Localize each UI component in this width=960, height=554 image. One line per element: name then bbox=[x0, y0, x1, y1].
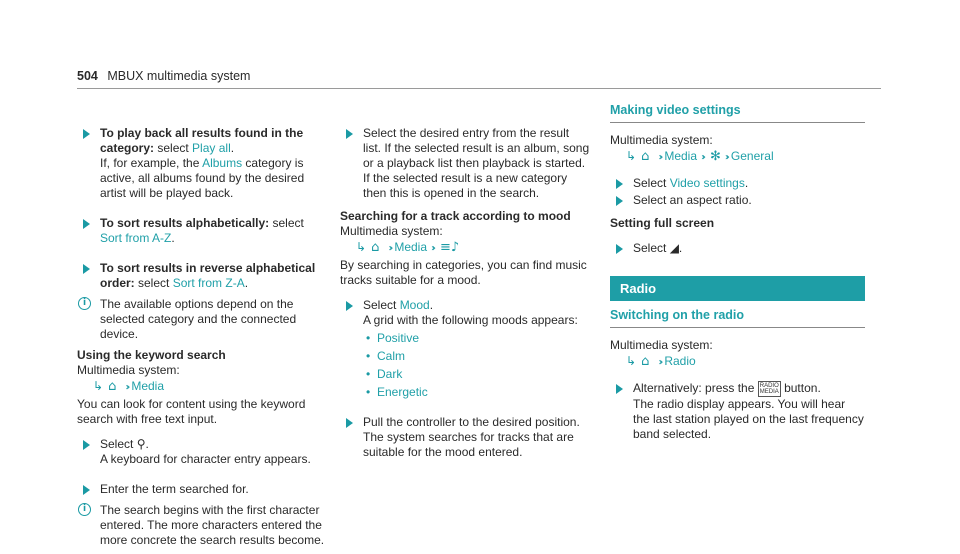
step-text: select bbox=[154, 141, 193, 155]
step-title: To play back all results found in the category: bbox=[100, 126, 304, 155]
play-all-option: Play all bbox=[192, 141, 231, 155]
step-arrow-icon bbox=[83, 264, 90, 274]
return-arrow-icon: ↳ bbox=[356, 240, 367, 254]
radio-media-key-icon bbox=[758, 381, 781, 397]
step-text: . bbox=[678, 241, 683, 255]
multimedia-system-label: Multimedia system: bbox=[340, 224, 443, 238]
step-aspect-ratio bbox=[610, 193, 865, 208]
step-title: To sort results alphabetically: bbox=[100, 216, 270, 230]
albums-category: Albums bbox=[202, 156, 243, 170]
step-video-settings bbox=[610, 176, 865, 191]
chevron-right-icon: ›› bbox=[701, 152, 704, 163]
column-1 bbox=[77, 126, 325, 554]
home-icon: ⌂ bbox=[641, 354, 650, 369]
multimedia-system-label: Multimedia system: bbox=[610, 338, 713, 352]
step-text: Select bbox=[633, 241, 670, 255]
chevron-right-icon: ›› bbox=[658, 152, 661, 163]
music-list-icon: ≡♪ bbox=[440, 240, 460, 255]
nav-path bbox=[610, 149, 865, 165]
key-label: MEDIA bbox=[759, 389, 779, 395]
chevron-right-icon: ›› bbox=[388, 243, 391, 254]
multimedia-system-label: Multimedia system: bbox=[77, 363, 180, 377]
note-available-options bbox=[77, 297, 325, 342]
column-2 bbox=[340, 126, 590, 466]
search-icon: ⚲ bbox=[136, 437, 146, 451]
step-text: . bbox=[244, 276, 249, 290]
return-arrow-icon: ↳ bbox=[626, 149, 637, 163]
mood-search-heading: Searching for a track according to mood bbox=[340, 209, 571, 223]
step-sort-za bbox=[77, 261, 325, 291]
radio-section-band: Radio bbox=[610, 276, 865, 301]
step-text: select bbox=[134, 276, 173, 290]
header-divider bbox=[77, 88, 881, 89]
path-radio: Radio bbox=[664, 354, 696, 368]
keyword-search-body: You can look for content using the keyword search with free text input. bbox=[77, 397, 306, 426]
page-header bbox=[77, 69, 250, 83]
step-text: Enter the term searched for. bbox=[100, 482, 249, 496]
step-select-entry bbox=[340, 126, 590, 201]
step-arrow-icon bbox=[346, 418, 353, 428]
step-text: The radio display appears. You will hear the last station played on the last frequency band selected. bbox=[633, 397, 864, 441]
step-text: Pull the controller to the desired position. The system searches for tracks that are suitable for the mood entered. bbox=[363, 415, 580, 459]
path-general: General bbox=[730, 149, 774, 163]
list-item: • Positive bbox=[366, 331, 420, 345]
step-arrow-icon bbox=[83, 129, 90, 139]
step-enter-term bbox=[77, 482, 325, 497]
step-text: . bbox=[171, 231, 175, 245]
list-item: • Calm bbox=[366, 349, 406, 363]
return-arrow-icon: ↳ bbox=[93, 379, 104, 393]
step-arrow-icon bbox=[616, 196, 623, 206]
step-sort-az bbox=[77, 216, 325, 246]
radio-switch-title: Switching on the radio bbox=[610, 308, 865, 328]
step-text: A keyboard for character entry appears. bbox=[100, 452, 311, 466]
step-arrow-icon bbox=[346, 301, 353, 311]
step-text: select bbox=[269, 216, 304, 230]
step-text: Select bbox=[633, 176, 670, 190]
note-text: The available options depend on the selected category and the connected device. bbox=[100, 297, 297, 341]
sort-az-option: Sort from A-Z bbox=[100, 231, 172, 245]
page-number: 504 bbox=[77, 69, 98, 83]
chevron-right-icon: ›› bbox=[431, 243, 434, 254]
sort-za-option: Sort from Z-A bbox=[172, 276, 245, 290]
step-text: . bbox=[145, 437, 149, 451]
step-pull-controller bbox=[340, 415, 590, 460]
nav-path bbox=[77, 379, 325, 395]
step-select-search bbox=[77, 437, 325, 467]
full-screen-icon: ◢ bbox=[669, 241, 679, 255]
step-text: Select bbox=[100, 437, 137, 451]
step-text: Select an aspect ratio. bbox=[633, 193, 752, 207]
step-arrow-icon bbox=[346, 129, 353, 139]
column-3 bbox=[610, 103, 865, 448]
step-arrow-icon bbox=[616, 179, 623, 189]
step-arrow-icon bbox=[83, 485, 90, 495]
home-icon: ⌂ bbox=[371, 240, 380, 255]
note-text: The search begins with the first character entered. The more characters entered the more concrete the search results become. bbox=[100, 503, 325, 547]
step-text: . bbox=[230, 141, 235, 155]
step-full-screen bbox=[610, 241, 865, 256]
mood-calm: Calm bbox=[377, 349, 406, 363]
step-text: . bbox=[429, 298, 434, 312]
return-arrow-icon: ↳ bbox=[626, 354, 637, 368]
video-settings-option: Video settings bbox=[669, 176, 745, 190]
list-item: • Energetic bbox=[366, 385, 428, 399]
nav-path bbox=[340, 240, 590, 256]
path-media: Media bbox=[131, 379, 165, 393]
step-text: Select bbox=[363, 298, 400, 312]
path-media: Media bbox=[664, 149, 698, 163]
info-icon: i bbox=[78, 297, 91, 310]
chevron-right-icon: ›› bbox=[658, 357, 661, 368]
step-text: Alternatively: press the bbox=[633, 381, 758, 396]
page-header-title: MBUX multimedia system bbox=[107, 69, 251, 83]
path-media: Media bbox=[394, 240, 428, 254]
chevron-right-icon: ›› bbox=[125, 382, 128, 393]
step-text: category is active, all albums found by the desired artist will be played back. bbox=[100, 156, 305, 200]
nav-path bbox=[610, 354, 865, 370]
list-item: • Dark bbox=[366, 367, 403, 381]
step-arrow-icon bbox=[83, 219, 90, 229]
step-play-all bbox=[77, 126, 325, 201]
step-arrow-icon bbox=[83, 440, 90, 450]
step-text: A grid with the following moods appears: bbox=[363, 313, 578, 327]
step-arrow-icon bbox=[616, 384, 623, 394]
mood-dark: Dark bbox=[377, 367, 403, 381]
note-search-begins bbox=[77, 503, 325, 548]
keyword-search-heading: Using the keyword search bbox=[77, 348, 226, 362]
step-select-mood bbox=[340, 298, 590, 400]
step-text: . bbox=[744, 176, 749, 190]
mood-energetic: Energetic bbox=[377, 385, 428, 399]
step-text: button. bbox=[780, 381, 821, 396]
info-icon: i bbox=[78, 503, 91, 516]
video-settings-title: Making video settings bbox=[610, 103, 865, 123]
key-label: RADIO bbox=[759, 383, 779, 389]
home-icon: ⌂ bbox=[641, 149, 650, 164]
multimedia-system-label: Multimedia system: bbox=[610, 133, 713, 147]
gear-icon: ✻ bbox=[710, 149, 721, 164]
step-radio-button bbox=[610, 381, 865, 442]
mood-positive: Positive bbox=[377, 331, 420, 345]
full-screen-heading: Setting full screen bbox=[610, 216, 715, 230]
step-title: To sort results in reverse alphabetical order: bbox=[100, 261, 316, 290]
step-text: Select the desired entry from the result list. If the selected result is an album, song or a playback list then playback is started. If the selected result is a new category then this is opened in the search. bbox=[363, 126, 590, 200]
mood-search-body: By searching in categories, you can find music tracks suitable for a mood. bbox=[340, 258, 587, 287]
step-text: If, for example, the bbox=[100, 156, 203, 170]
chevron-right-icon: ›› bbox=[724, 152, 727, 163]
home-icon: ⌂ bbox=[108, 379, 117, 394]
step-arrow-icon bbox=[616, 244, 623, 254]
mood-option: Mood bbox=[399, 298, 430, 312]
